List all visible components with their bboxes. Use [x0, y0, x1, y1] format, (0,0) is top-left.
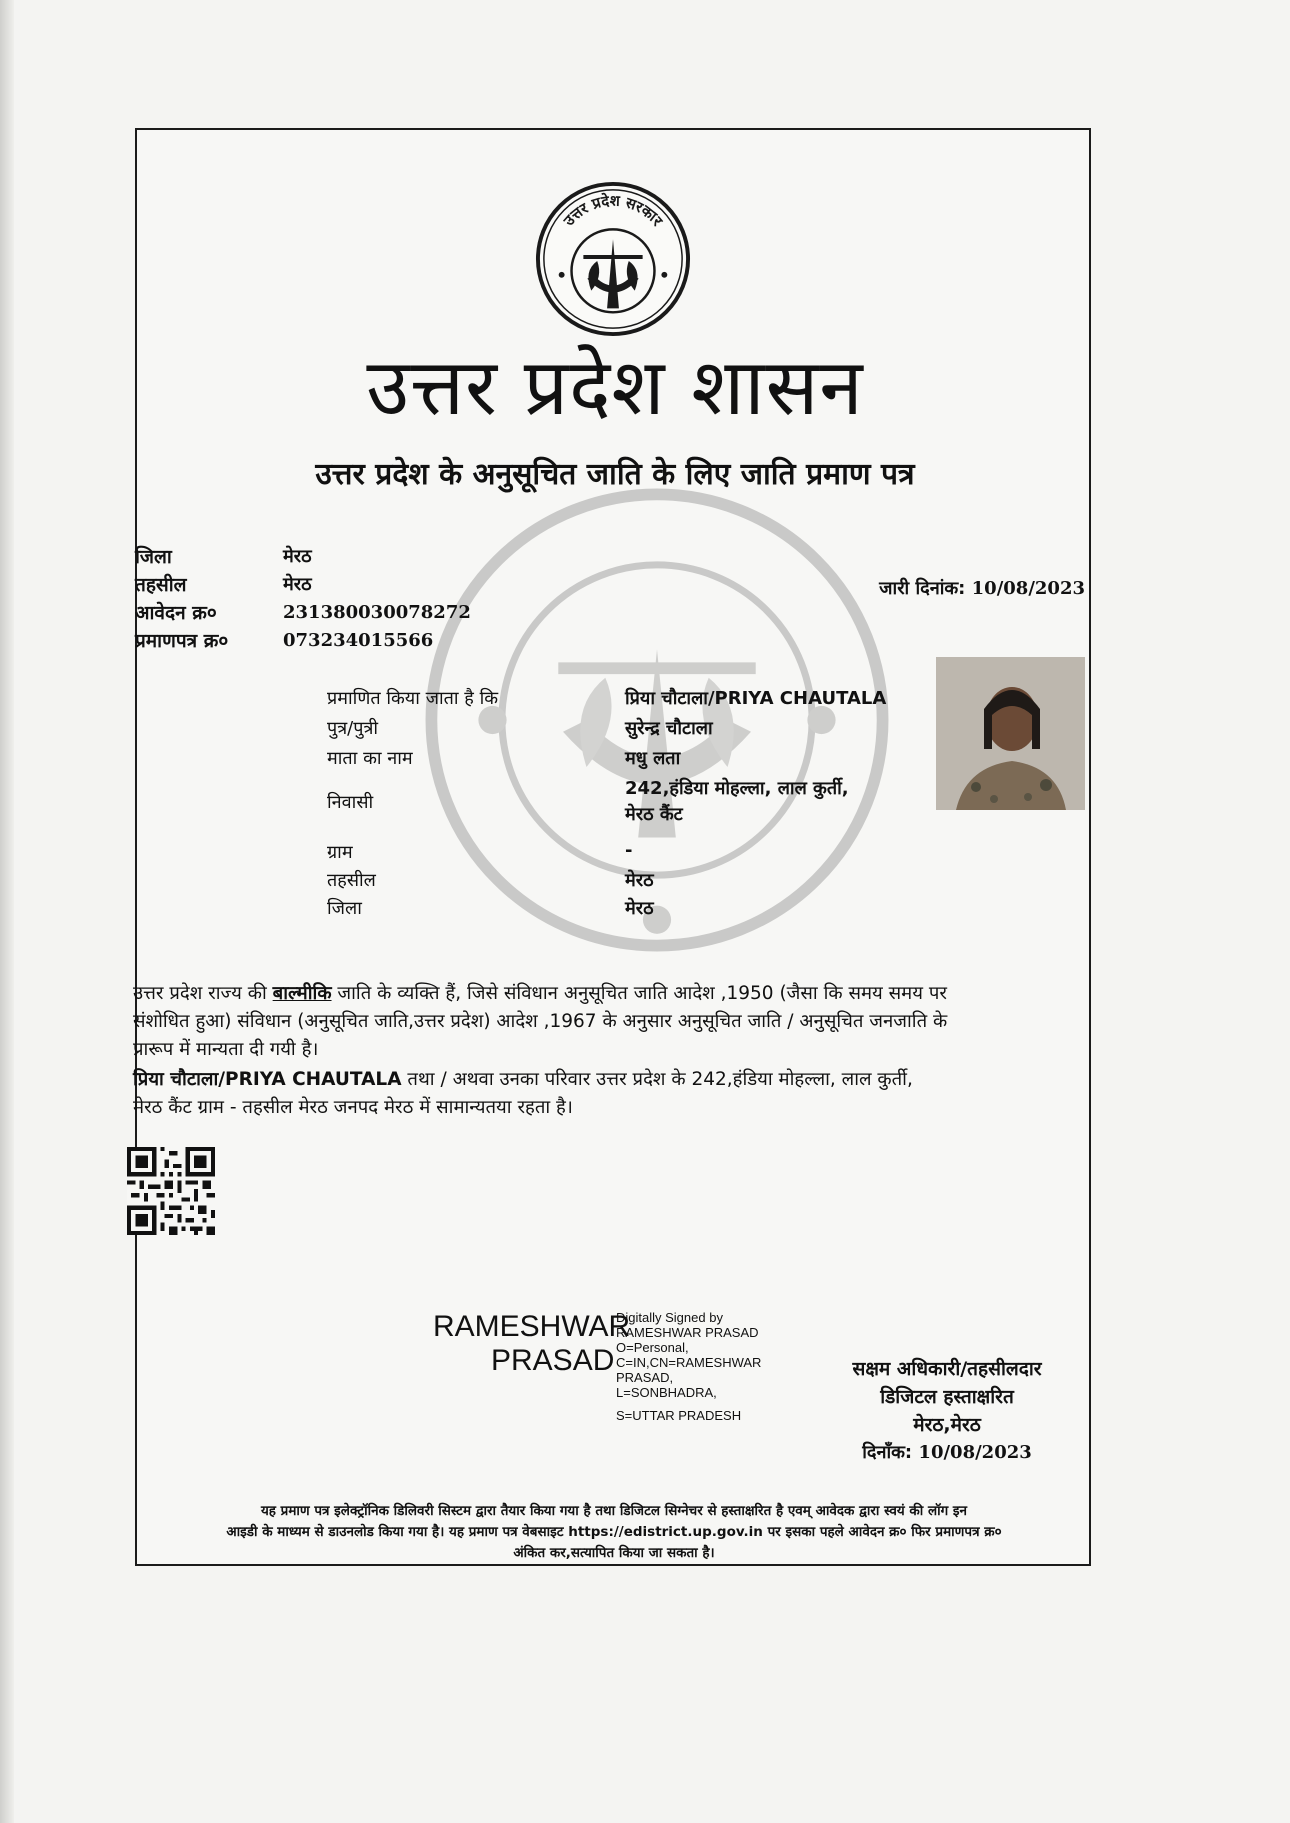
signer-name-line2: PRASAD — [491, 1344, 615, 1377]
footer-line2: आइडी के माध्यम से डाउनलोड किया गया है। यह प्रमाण पत्र वेबसाइट https://edistrict.up.gov.in पर इसका पहले आवेदन क्र० फिर प्रमाणपत्र क्र० — [226, 1524, 1002, 1540]
detail-tehsil-value: मेरठ — [625, 870, 654, 891]
svg-text:उत्तर प्रदेश सरकार: उत्तर प्रदेश सरकार — [560, 192, 666, 230]
issue-date-value: 10/08/2023 — [971, 578, 1085, 599]
footer-note — [149, 1501, 1079, 1564]
village-label: ग्राम — [327, 842, 353, 863]
certificate-frame — [135, 128, 1091, 1566]
footer-line1: यह प्रमाण पत्र इलेक्ट्रॉनिक डिलिवरी सिस्टम द्वारा तैयार किया गया है तथा डिजिटल सिग्नेचर से हस्ताक्षरित है एवम् आवेदक द्वारा स्वयं की लॉग इन — [260, 1503, 968, 1519]
officer-date — [817, 1439, 1077, 1467]
tehsil-value: मेरठ — [283, 574, 312, 595]
mother-name: मधु लता — [625, 748, 681, 769]
certificate-title: उत्तर प्रदेश के अनुसूचित जाति के लिए जाति प्रमाण पत्र — [315, 457, 915, 492]
caste-name: बाल्मीकि — [272, 983, 332, 1004]
paper-edge — [0, 0, 14, 1823]
issue-date — [879, 576, 1085, 602]
up-government-seal — [534, 180, 692, 338]
footer-line3: अंकित कर,सत्यापित किया जा सकता है। — [513, 1545, 715, 1561]
resident-label: निवासी — [327, 792, 374, 813]
officer-date-value: 10/08/2023 — [918, 1442, 1032, 1463]
signature-info-line: L=SONBHADRA, — [616, 1385, 717, 1400]
residence-statement — [133, 1066, 1083, 1122]
address-line2: मेरठ कैंट — [625, 804, 683, 825]
signature-info-line: C=IN,CN=RAMESHWAR — [616, 1355, 762, 1370]
father-name: सुरेन्द्र चौटाला — [625, 718, 713, 739]
signature-info-line: Digitally Signed by — [616, 1310, 723, 1325]
address-line1: 242,हंडिया मोहल्ला, लाल कुर्ती, — [625, 778, 849, 799]
caste-statement-line3: प्रारूप में मान्यता दी गयी है। — [133, 1039, 319, 1060]
caste-statement-line2: संशोधित हुआ) संविधान (अनुसूचित जाति,उत्तर प्रदेश) आदेश ,1967 के अनुसार अनुसूचित जाति / अनुसूचित जनजाति के — [133, 1011, 948, 1032]
application-no-label: आवेदन क्र० — [135, 602, 217, 624]
district-label: जिला — [135, 546, 172, 568]
application-no-value: 231380030078272 — [283, 602, 471, 623]
officer-place: मेरठ,मेरठ — [913, 1414, 981, 1436]
detail-tehsil-label: तहसील — [327, 870, 376, 891]
father-label: पुत्र/पुत्री — [327, 718, 379, 739]
certificate-no-value: 073234015566 — [283, 630, 434, 651]
residence-statement-line1: प्रिया चौटाला/PRIYA CHAUTALA तथा / अथवा उनका परिवार उत्तर प्रदेश के 242,हंडिया मोहल्ला, लाल कुर्ती, — [133, 1069, 913, 1090]
signature-info-line: S=UTTAR PRADESH — [616, 1408, 742, 1423]
qr-code — [127, 1147, 215, 1235]
certified-label: प्रमाणित किया जाता है कि — [327, 688, 499, 709]
residence-statement-line2: मेरठ कैंट ग्राम - तहसील मेरठ जनपद मेरठ में सामान्यतया रहता है। — [133, 1097, 573, 1118]
digital-signature — [433, 1290, 813, 1450]
detail-district-label: जिला — [327, 898, 362, 919]
issue-date-label: जारी दिनांक: — [879, 578, 966, 599]
residence-applicant-name: प्रिया चौटाला/PRIYA CHAUTALA — [133, 1069, 402, 1090]
caste-statement-line1: उत्तर प्रदेश राज्य की बाल्मीकि जाति के व्यक्ति हैं, जिसे संविधान अनुसूचित जाति आदेश ,1950 (जैसा कि समय समय पर — [133, 983, 947, 1004]
caste-statement — [133, 980, 1083, 1064]
signer-name-line1: RAMESHWAR — [433, 1310, 631, 1343]
mother-label: माता का नाम — [327, 748, 413, 769]
issuing-officer — [817, 1355, 1077, 1467]
tehsil-label: तहसील — [135, 574, 187, 596]
officer-title: सक्षम अधिकारी/तहसीलदार — [852, 1358, 1042, 1380]
signature-info-line: RAMESHWAR PRASAD — [616, 1325, 759, 1340]
district-value: मेरठ — [283, 546, 312, 567]
applicant-name: प्रिया चौटाला/PRIYA CHAUTALA — [625, 688, 887, 709]
applicant-photo — [936, 657, 1085, 810]
detail-district-value: मेरठ — [625, 898, 654, 919]
certificate-no-label: प्रमाणपत्र क्र० — [135, 630, 229, 652]
officer-signed: डिजिटल हस्ताक्षरित — [880, 1386, 1014, 1408]
officer-date-label: दिनाँक: — [862, 1442, 913, 1463]
village-value: - — [625, 840, 633, 861]
signature-info-line: PRASAD, — [616, 1370, 674, 1385]
government-title: उत्तर प्रदेश शासन — [366, 343, 864, 433]
signature-info-line: O=Personal, — [616, 1340, 689, 1355]
signature-details — [616, 1310, 816, 1423]
